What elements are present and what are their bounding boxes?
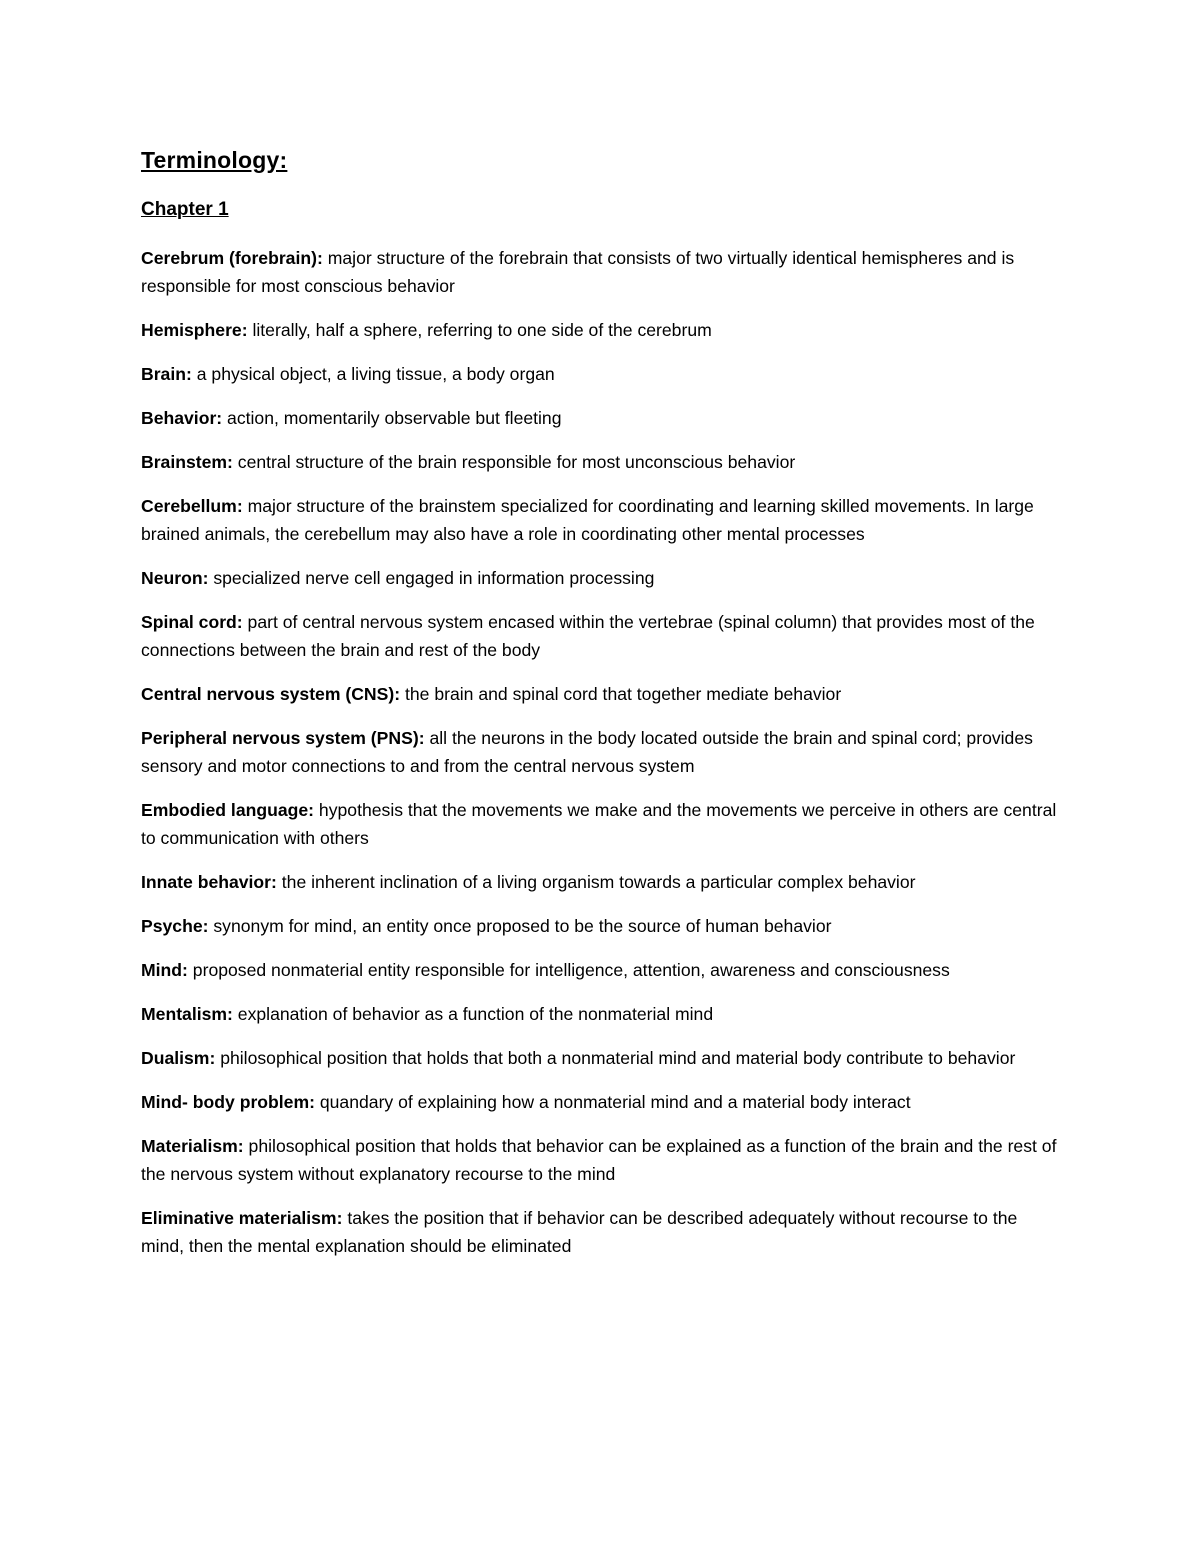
term-definition: the inherent inclination of a living organism towards a particular complex behavior [276, 872, 916, 892]
term-name: Spinal cord: [141, 612, 243, 632]
term-name: Hemisphere: [141, 320, 248, 340]
term-definition: a physical object, a living tissue, a body organ [191, 364, 555, 384]
term-entry [141, 796, 1061, 852]
term-name: Brain: [141, 364, 192, 384]
term-name: Central nervous system (CNS): [141, 684, 401, 704]
term-definition: philosophical position that holds that behavior can be explained as a function of the brain and the rest of the nervous system without explanatory recourse to the mind [141, 1136, 1057, 1184]
term-entry [141, 608, 1061, 664]
document-title: Terminology: [141, 147, 288, 173]
term-entry [141, 492, 1061, 548]
term-entry [141, 448, 1061, 476]
term-entry [141, 1204, 1061, 1260]
term-name: Peripheral nervous system (PNS): [141, 728, 425, 748]
term-name: Materialism: [141, 1136, 244, 1156]
term-definition: all the neurons in the body located outside the brain and spinal cord; provides sensory and motor connections to and from the central nervous system [141, 728, 1033, 776]
term-name: Brainstem: [141, 452, 233, 472]
term-entry [141, 956, 1061, 984]
term-name: Cerebrum (forebrain): [141, 248, 323, 268]
term-entry [141, 1044, 1061, 1072]
term-entry [141, 1132, 1061, 1188]
term-name: Dualism: [141, 1048, 216, 1068]
term-name: Cerebellum: [141, 496, 243, 516]
term-definition: central structure of the brain responsible for most unconscious behavior [232, 452, 796, 472]
term-entry [141, 564, 1061, 592]
term-entry [141, 244, 1061, 300]
term-definition: philosophical position that holds that both a nonmaterial mind and material body contribute to behavior [215, 1048, 1016, 1068]
term-entry [141, 1088, 1061, 1116]
term-entry [141, 316, 1061, 344]
term-definition: explanation of behavior as a function of the nonmaterial mind [232, 1004, 714, 1024]
term-definition: proposed nonmaterial entity responsible for intelligence, attention, awareness and consciousness [187, 960, 950, 980]
term-entry [141, 1000, 1061, 1028]
term-name: Innate behavior: [141, 872, 277, 892]
term-entry [141, 868, 1061, 896]
term-definition: major structure of the forebrain that consists of two virtually identical hemispheres and is responsible for most conscious behavior [141, 248, 1015, 296]
term-definition: the brain and spinal cord that together mediate behavior [400, 684, 842, 704]
term-entry [141, 724, 1061, 780]
term-definition: synonym for mind, an entity once proposed to be the source of human behavior [208, 916, 832, 936]
chapter-heading: Chapter 1 [141, 199, 229, 220]
term-list [141, 244, 1061, 1260]
term-definition: hypothesis that the movements we make and the movements we perceive in others are central to communication with others [141, 800, 1057, 848]
document-page [141, 140, 1061, 1276]
term-entry [141, 360, 1061, 388]
term-name: Psyche: [141, 916, 209, 936]
term-entry [141, 404, 1061, 432]
term-name: Mind: [141, 960, 188, 980]
term-name: Neuron: [141, 568, 209, 588]
term-name: Eliminative materialism: [141, 1208, 343, 1228]
term-name: Behavior: [141, 408, 223, 428]
term-definition: takes the position that if behavior can be described adequately without recourse to the mind, then the mental explanation should be eliminated [141, 1208, 1018, 1256]
term-name: Mind- body problem: [141, 1092, 315, 1112]
term-definition: part of central nervous system encased within the vertebrae (spinal column) that provides most of the connections between the brain and rest of the body [141, 612, 1035, 660]
term-definition: specialized nerve cell engaged in information processing [208, 568, 655, 588]
term-definition: literally, half a sphere, referring to one side of the cerebrum [247, 320, 712, 340]
term-definition: action, momentarily observable but fleeting [222, 408, 562, 428]
term-definition: quandary of explaining how a nonmaterial mind and a material body interact [314, 1092, 911, 1112]
term-entry [141, 912, 1061, 940]
term-name: Embodied language: [141, 800, 315, 820]
term-name: Mentalism: [141, 1004, 233, 1024]
term-definition: major structure of the brainstem specialized for coordinating and learning skilled movements. In large brained animals, the cerebellum may also have a role in coordinating other mental processes [141, 496, 1034, 544]
term-entry [141, 680, 1061, 708]
